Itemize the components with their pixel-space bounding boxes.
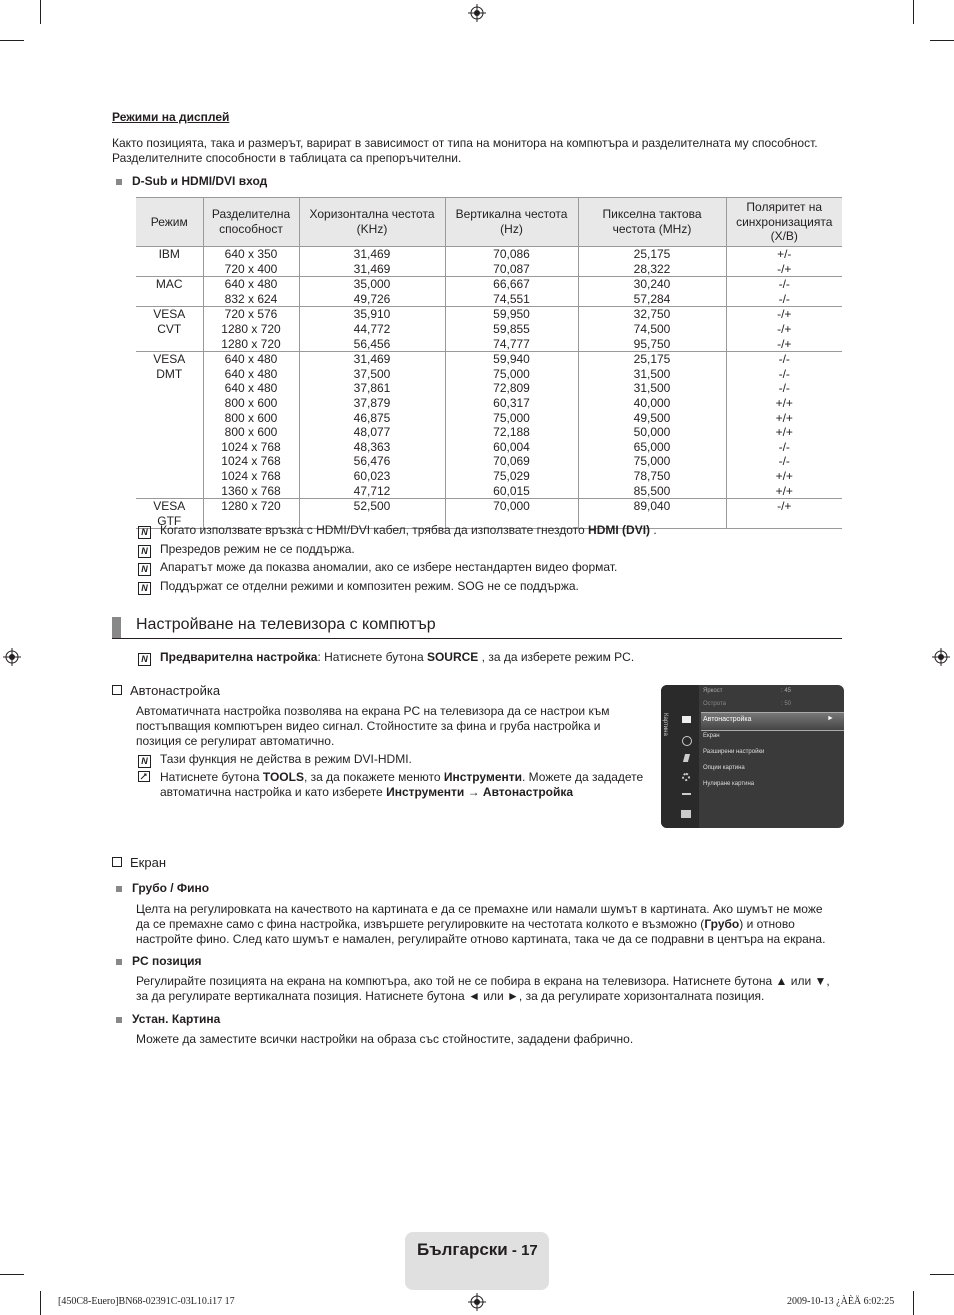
- table-cell-value: 85,500: [633, 483, 671, 498]
- table-cell-value: 49,500: [633, 410, 671, 425]
- table-cell-value: -/+: [777, 336, 792, 351]
- pcpos-title-text: PC позиция: [132, 954, 202, 968]
- tools-line: [138, 785, 658, 800]
- table-cell: [726, 307, 842, 352]
- table-cell-value: 57,284: [633, 291, 671, 306]
- osd-side-label: Картина: [662, 713, 668, 736]
- coarse-text: да се премахне само с фина настройка, извършете регулировките на честотата колкото е възможно (: [136, 917, 705, 931]
- coarse-description: [136, 902, 856, 947]
- table-cell-value: 640 x 480: [224, 277, 278, 292]
- table-cell-value: -/+: [777, 499, 792, 514]
- table-cell-value: 35,910: [353, 307, 391, 322]
- table-row: [136, 307, 842, 352]
- page-number: - 17: [507, 1242, 538, 1259]
- tools-menu-label: Инструменти: [443, 770, 522, 784]
- note-text: Поддържат се отделни режими и композитен режим. SOG не се поддържа.: [160, 578, 579, 593]
- table-cell-value: 1280 x 720: [221, 321, 281, 336]
- table-cell-value: -/-: [778, 352, 790, 367]
- table-cell-value: 46,875: [353, 410, 391, 425]
- pre-setup-bold: Предварителна настройка: [160, 650, 318, 664]
- osd-item-reset[interactable]: Нулиране картина: [703, 781, 755, 787]
- intro-line: Както позицията, така и размерът, варират в зависимост от типа на монитора на компютъра и разделителната му способност.: [112, 136, 818, 150]
- notes-list: [138, 523, 858, 595]
- table-cell-value: 66,667: [493, 277, 530, 292]
- pre-setup-text: : Натиснете бутона: [317, 650, 427, 664]
- table-cell-value: 60,004: [493, 439, 530, 454]
- auto-heading-text: Автонастройка: [130, 683, 221, 698]
- table-cell-value: 49,726: [353, 291, 391, 306]
- note-icon: N: [138, 653, 151, 666]
- table-cell-value: +/+: [775, 395, 793, 410]
- table-header: Вертикална честота (Hz): [445, 198, 578, 247]
- auto-line: позиция се регулират автоматично.: [136, 734, 335, 748]
- osd-item-options[interactable]: Опции картина: [703, 765, 745, 771]
- table-cell-mode: VESA GTF: [136, 499, 203, 529]
- table-cell-value: 35,000: [353, 277, 391, 292]
- table-cell-value: 52,500: [353, 499, 391, 514]
- sound-icon: [682, 736, 692, 746]
- crop-mark: [0, 1274, 24, 1275]
- picture-icon: [682, 716, 691, 723]
- pcpos-line: за да регулирате вертикалната позиция. Натиснете бутона ◄ или ►, за да регулирате хоризонталната позиция.: [136, 989, 765, 1003]
- table-cell-value: 640 x 480: [224, 381, 278, 396]
- table-cell: [299, 352, 445, 499]
- tools-path-label: Инструменти → Автонастройка: [386, 785, 574, 799]
- note-icon: N: [138, 755, 151, 768]
- registration-mark-icon: [468, 4, 486, 22]
- table-cell-value: 75,000: [493, 366, 530, 381]
- table-cell: [299, 247, 445, 277]
- table-cell: [203, 277, 299, 307]
- table-header: Поляритет на синхронизацията (Х/В): [726, 198, 842, 247]
- note-text: Когато използвате връзка с HDMI/DVI кабел, трябва да използвате гнездото: [160, 523, 589, 537]
- pre-setup-note: [138, 650, 634, 666]
- table-cell-value: 37,861: [353, 381, 391, 396]
- table-cell-value: 40,000: [633, 395, 671, 410]
- intro-line: Разделителните способности в таблицата са препоръчителни.: [112, 151, 462, 165]
- table-row: [136, 247, 842, 277]
- note-text: .: [650, 523, 657, 537]
- table-cell-value: 31,469: [353, 352, 391, 367]
- table-cell-value: 1280 x 720: [221, 499, 281, 514]
- osd-item-arrow-icon: ►: [827, 715, 834, 722]
- square-bullet-icon: [116, 1017, 122, 1023]
- table-cell-value: 31,500: [633, 366, 671, 381]
- table-cell: [578, 247, 726, 277]
- section-heading-bar: [112, 617, 121, 638]
- crop-mark: [913, 1291, 914, 1315]
- checkbox-bullet-icon: [112, 857, 122, 867]
- table-cell-value: 44,772: [353, 321, 391, 336]
- table-cell-value: 74,500: [633, 321, 671, 336]
- note-icon: N: [138, 582, 151, 595]
- registration-mark-icon: [3, 648, 21, 666]
- table-cell-value: +/+: [775, 410, 793, 425]
- table-cell-value: -/+: [777, 307, 792, 322]
- table-cell-value: 56,476: [353, 454, 391, 469]
- table-cell-value: 47,712: [353, 483, 391, 498]
- table-cell-value: 70,000: [493, 499, 530, 514]
- table-cell: [726, 277, 842, 307]
- table-cell-value: 720 x 400: [224, 261, 278, 276]
- osd-item-auto[interactable]: Автонастройка: [703, 716, 752, 723]
- table-cell-value: -/+: [777, 261, 792, 276]
- tools-text: Натиснете бутона: [160, 770, 263, 784]
- auto-note: [138, 752, 412, 768]
- table-cell-value: 720 x 576: [224, 307, 278, 322]
- tools-text: . Можете да зададете: [522, 770, 644, 784]
- note-icon: N: [138, 545, 151, 558]
- input-icon: [682, 793, 691, 799]
- table-cell-value: 59,855: [493, 321, 530, 336]
- table-cell-value: 25,175: [633, 352, 671, 367]
- table-cell-value: 56,456: [353, 336, 391, 351]
- table-cell: [578, 352, 726, 499]
- table-cell-value: 48,077: [353, 425, 391, 440]
- table-cell-value: 31,469: [353, 261, 391, 276]
- square-bullet-icon: [116, 959, 122, 965]
- table-cell-value: 70,087: [493, 261, 530, 276]
- auto-description: [136, 704, 656, 749]
- table-row: [136, 352, 842, 499]
- table-cell-value: 640 x 350: [224, 247, 278, 261]
- crop-mark: [913, 0, 914, 24]
- osd-brightness: [703, 688, 722, 694]
- input-label: [116, 174, 267, 189]
- auto-line: Автоматичната настройка позволява на екрана PC на телевизора да се настрои към: [136, 704, 610, 718]
- coarse-title: [116, 881, 209, 896]
- pcpos-title: [116, 954, 202, 969]
- table-cell-value: 640 x 480: [224, 366, 278, 381]
- table-cell-value: 60,023: [353, 468, 391, 483]
- table-cell-value: 800 x 600: [224, 395, 278, 410]
- table-cell: [299, 307, 445, 352]
- osd-sharpness: Острота: [703, 701, 726, 707]
- table-cell-value: 50,000: [633, 425, 671, 440]
- table-body: [136, 247, 842, 529]
- table-cell: [726, 352, 842, 499]
- osd-brightness-value: : 45: [781, 688, 792, 694]
- table-cell-mode: VESA CVT: [136, 307, 203, 352]
- table-cell: [445, 247, 578, 277]
- table-cell-value: 72,188: [493, 425, 530, 440]
- crop-mark: [40, 1291, 41, 1315]
- screen-heading-text: Екран: [130, 855, 166, 870]
- osd-item-screen[interactable]: Екран: [703, 733, 720, 739]
- table-cell-mode: IBM: [136, 247, 203, 277]
- table-cell-value: 640 x 480: [224, 352, 278, 367]
- section-heading-rule: [112, 638, 842, 639]
- table-cell-value: 59,940: [493, 352, 530, 367]
- osd-brightness-label: Яркост: [703, 688, 723, 694]
- table-cell-value: 89,040: [633, 499, 671, 514]
- tools-note: [138, 770, 658, 800]
- coarse-bold: Грубо: [704, 917, 740, 931]
- crop-mark: [930, 1274, 954, 1275]
- table-cell-value: 72,809: [493, 381, 530, 396]
- table-cell: [203, 247, 299, 277]
- table-cell: [578, 277, 726, 307]
- osd-item-advanced[interactable]: Разширени настройки: [703, 749, 765, 755]
- footer-file-info: [450C8-Euero]BN68-02391C-03L10.i17 17: [58, 1296, 235, 1307]
- auto-note-text: Тази функция не действа в режим DVI-HDMI.: [160, 752, 412, 766]
- coarse-line: [136, 917, 856, 932]
- table-cell-value: 832 x 624: [224, 291, 278, 306]
- table-cell-value: 37,500: [353, 366, 391, 381]
- table-cell: [578, 307, 726, 352]
- osd-menu-screenshot: [661, 685, 844, 828]
- coarse-line: Целта на регулировката на качеството на картината е да се премахне или намали шумът в картината. Ако шумът не може: [136, 902, 823, 916]
- table-cell-value: 37,879: [353, 395, 391, 410]
- table-cell-value: 25,175: [633, 247, 671, 261]
- tools-text: автоматична настройка и като изберете: [160, 785, 387, 799]
- coarse-title-text: Грубо / Фино: [132, 881, 210, 895]
- crop-mark: [930, 40, 954, 41]
- table-cell-value: +/+: [775, 425, 793, 440]
- table-cell-value: 31,500: [633, 381, 671, 396]
- setup-icon: [682, 773, 690, 781]
- table-cell: [445, 277, 578, 307]
- table-cell-value: 70,086: [493, 247, 530, 261]
- table-cell-value: 65,000: [633, 439, 671, 454]
- note-item: [138, 579, 858, 595]
- page-language: [417, 1240, 538, 1260]
- table-cell-value: 800 x 600: [224, 410, 278, 425]
- reset-title-text: Устан. Картина: [132, 1012, 221, 1026]
- coarse-line: настройте фино. След като шумът е намален, регулирайте отново картината, така че да се подравни в центъра на екрана.: [136, 932, 826, 946]
- table-cell-mode: VESA DMT: [136, 352, 203, 499]
- tools-line: [138, 770, 658, 785]
- table-cell: [203, 352, 299, 499]
- table-cell-value: 74,777: [493, 336, 530, 351]
- table-cell-value: -/-: [778, 366, 790, 381]
- table-cell-value: 59,950: [493, 307, 530, 322]
- table-cell-value: 75,029: [493, 468, 530, 483]
- section-heading: Настройване на телевизора с компютър: [136, 616, 436, 633]
- table-cell-value: 30,240: [633, 277, 671, 292]
- table-header-row: [136, 198, 842, 247]
- table-cell: [299, 277, 445, 307]
- table-cell-value: 32,750: [633, 307, 671, 322]
- table-cell-value: 48,363: [353, 439, 391, 454]
- pcpos-description: [136, 974, 856, 1004]
- display-modes-table: [136, 197, 842, 529]
- table-cell-value: 60,015: [493, 483, 530, 498]
- table-cell-mode: MAC: [136, 277, 203, 307]
- note-icon: N: [138, 563, 151, 576]
- table-header: Хоризонтална честота (KHz): [299, 198, 445, 247]
- auto-line: постъпващия компютърен видео сигнал. Стойностите за фина и груба настройка и: [136, 719, 601, 733]
- tools-icon: [138, 771, 151, 783]
- crop-mark: [0, 40, 24, 41]
- screen-heading: [112, 855, 166, 870]
- table-row: [136, 277, 842, 307]
- table-cell-value: 74,551: [493, 291, 530, 306]
- table-header: Режим: [136, 198, 203, 247]
- table-cell-value: -/-: [778, 291, 790, 306]
- tools-button-label: TOOLS: [262, 770, 304, 784]
- table-cell-value: 70,069: [493, 454, 530, 469]
- table-cell-value: -/+: [777, 321, 792, 336]
- table-cell-value: +/-: [777, 247, 792, 261]
- note-item: [138, 523, 858, 539]
- input-label-text: D-Sub и HDMI/DVI вход: [132, 174, 268, 188]
- osd-side-panel: [661, 685, 699, 828]
- footer-date: 2009-10-13 ¿ÀÈÄ 6:02:25: [787, 1296, 895, 1307]
- table-cell: [726, 247, 842, 277]
- table-cell-value: -/-: [778, 439, 790, 454]
- table-header: Пикселна тактова честота (MHz): [578, 198, 726, 247]
- pre-setup-text: , за да изберете режим PC.: [478, 650, 635, 664]
- table-cell-value: 1024 x 768: [221, 454, 281, 469]
- registration-mark-icon: [932, 648, 950, 666]
- display-modes-title: Режими на дисплей: [112, 110, 230, 124]
- square-bullet-icon: [116, 886, 122, 892]
- table-cell-value: 1360 x 768: [221, 483, 281, 498]
- registration-mark-icon: [468, 1293, 486, 1311]
- note-item: [138, 560, 858, 576]
- table-cell-value: 75,000: [493, 410, 530, 425]
- checkbox-bullet-icon: [112, 685, 122, 695]
- table-cell-value: 78,750: [633, 468, 671, 483]
- auto-heading: [112, 683, 220, 698]
- table-cell-value: 75,000: [633, 454, 671, 469]
- table-cell-value: 1024 x 768: [221, 468, 281, 483]
- language-label: Български: [417, 1240, 508, 1259]
- table-cell-value: 1024 x 768: [221, 439, 281, 454]
- table-cell-value: 800 x 600: [224, 425, 278, 440]
- coarse-text: ) и отново: [739, 917, 795, 931]
- note-bold: HDMI (DVI): [588, 523, 651, 537]
- support-icon: [681, 810, 691, 818]
- table-cell-value: -/-: [778, 454, 790, 469]
- table-cell-value: +/+: [775, 483, 793, 498]
- table-cell-value: -/-: [778, 381, 790, 396]
- pcpos-line: Регулирайте позицията на екрана на компютъра, ако той не се побира в екрана на телевизора. Натиснете бутона ▲ или ▼,: [136, 974, 830, 988]
- table-cell: [445, 307, 578, 352]
- note-text: Апаратът може да показва аномалии, ако се избере нестандартен видео формат.: [160, 560, 618, 574]
- table-cell-value: 95,750: [633, 336, 671, 351]
- table-header: Разделителна способност: [203, 198, 299, 247]
- square-bullet-icon: [116, 179, 122, 185]
- table-cell-value: 31,469: [353, 247, 391, 261]
- crop-mark: [40, 0, 41, 24]
- table-cell: [445, 352, 578, 499]
- reset-title: [116, 1012, 220, 1027]
- table-cell-value: 1280 x 720: [221, 336, 281, 351]
- note-text: Презредов режим не се поддържа.: [160, 541, 355, 556]
- source-button-label: SOURCE: [426, 650, 479, 664]
- display-modes-intro: [112, 136, 852, 166]
- table-cell-value: -/-: [778, 277, 790, 292]
- table-cell-value: 60,317: [493, 395, 530, 410]
- table-cell-value: +/+: [775, 468, 793, 483]
- reset-description: Можете да заместите всички настройки на образа със стойностите, зададени фабрично.: [136, 1032, 634, 1046]
- note-icon: N: [138, 526, 151, 539]
- tools-text: , за да покажете менюто: [303, 770, 444, 784]
- table-cell: [203, 307, 299, 352]
- table-cell-value: 28,322: [633, 261, 671, 276]
- osd-sharpness-value: : 50: [781, 701, 792, 707]
- note-item: [138, 542, 858, 558]
